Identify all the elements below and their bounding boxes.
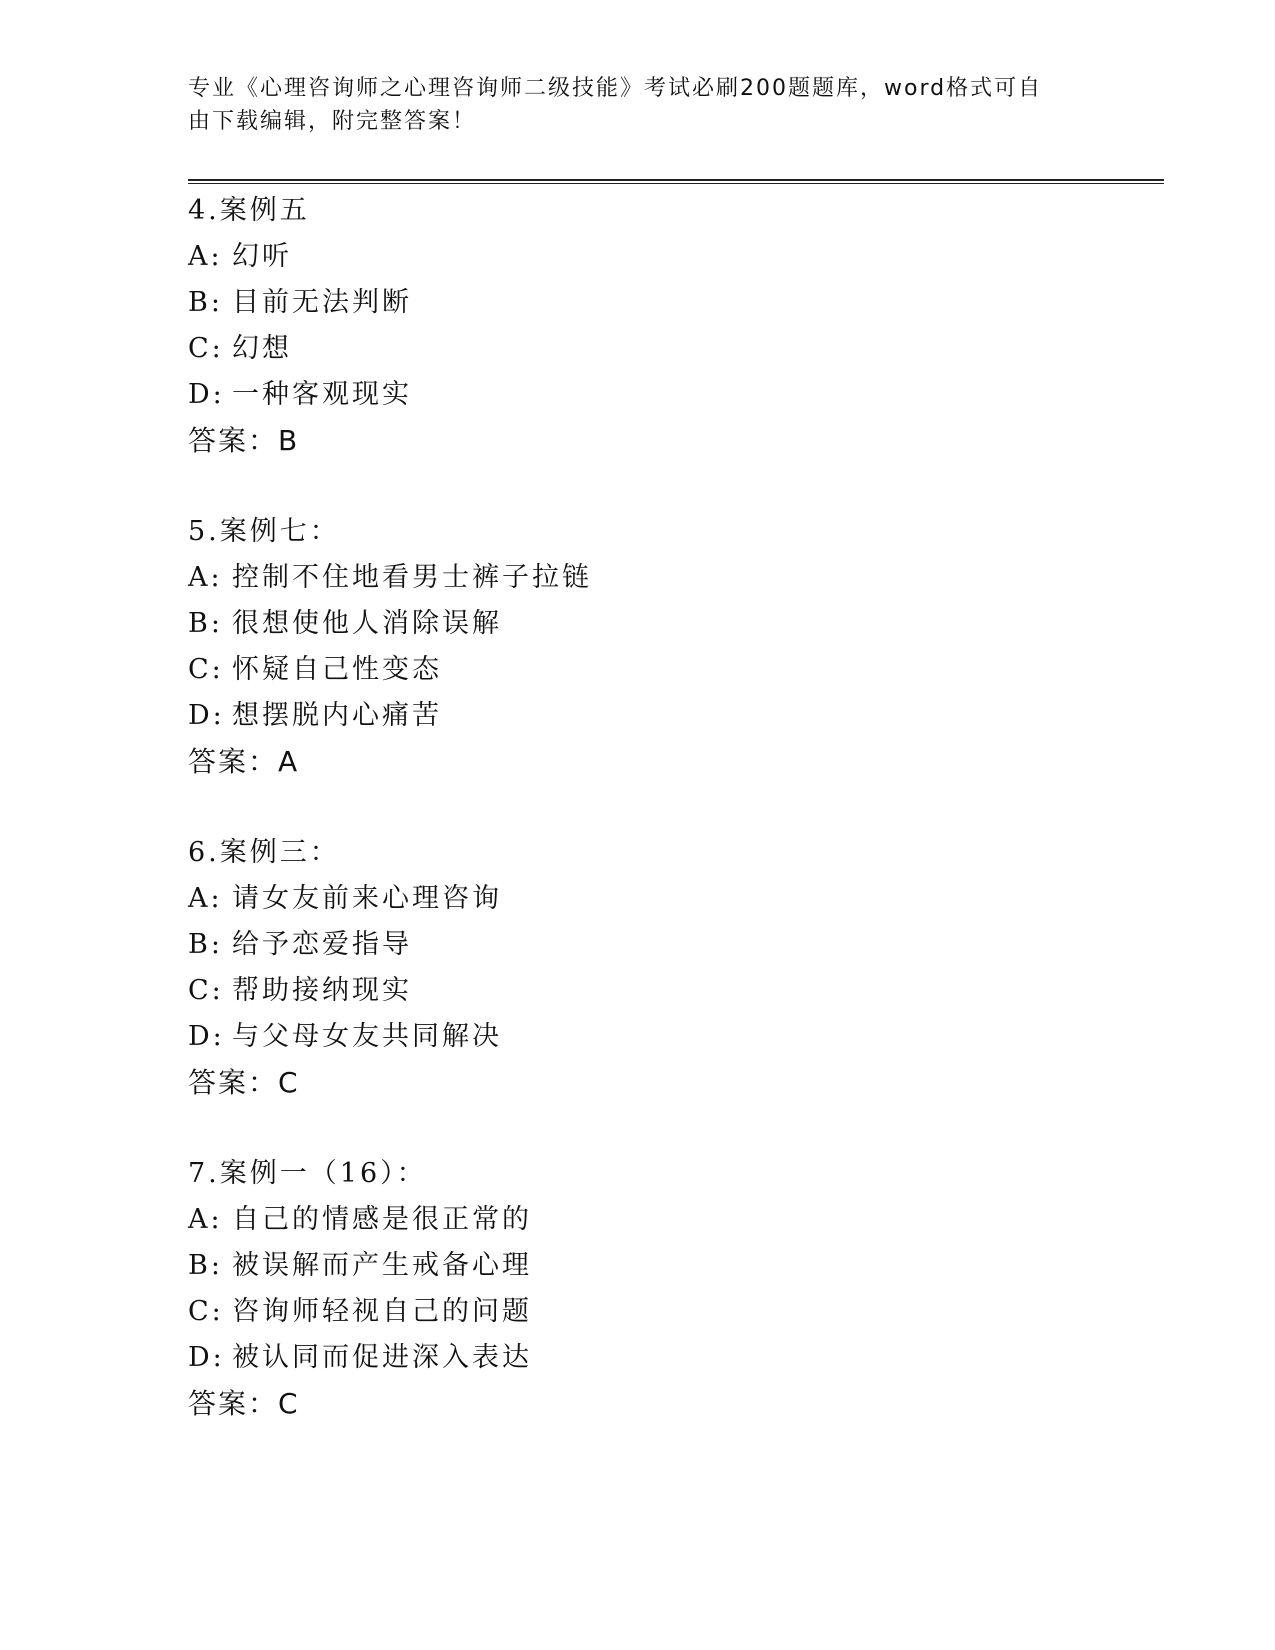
option-b [188, 1243, 1164, 1289]
option-text: 被误解而产生戒备心理 [232, 1250, 532, 1281]
option-text: 与父母女友共同解决 [232, 1021, 502, 1052]
option-key: C: [188, 333, 224, 364]
question-stem: 6.案例三： [188, 837, 340, 868]
question-stem: 7.案例一（16）： [188, 1158, 427, 1189]
option-d [188, 372, 1164, 418]
answer-line: 答案：C [188, 1387, 300, 1420]
document-header [188, 72, 1068, 138]
option-key: B: [188, 1250, 223, 1281]
option-d [188, 693, 1164, 739]
option-d [188, 1335, 1164, 1381]
option-text: 给予恋爱指导 [232, 929, 412, 960]
option-c [188, 326, 1164, 372]
option-text: 被认同而促进深入表达 [232, 1342, 532, 1373]
option-text: 一种客观现实 [232, 379, 412, 410]
question-stem: 4.案例五 [188, 195, 310, 226]
option-b [188, 280, 1164, 326]
option-key: C: [188, 654, 224, 685]
option-a [188, 876, 1164, 922]
header-divider [188, 179, 1164, 184]
header-line-1: 专业《心理咨询师之心理咨询师二级技能》考试必刷200题题库，word格式可自 [188, 76, 1043, 101]
option-key: C: [188, 1296, 224, 1327]
answer-line: 答案：C [188, 1066, 300, 1099]
option-b [188, 601, 1164, 647]
option-key: A: [188, 562, 223, 593]
answer-line: 答案：B [188, 424, 300, 457]
option-c [188, 1289, 1164, 1335]
option-text: 很想使他人消除误解 [232, 608, 502, 639]
option-c [188, 647, 1164, 693]
option-text: 控制不住地看男士裤子拉链 [232, 562, 592, 593]
question-7 [188, 1151, 1164, 1427]
question-stem: 5.案例七： [188, 516, 340, 547]
option-key: A: [188, 241, 223, 272]
option-text: 自己的情感是很正常的 [232, 1204, 532, 1235]
option-text: 帮助接纳现实 [232, 975, 412, 1006]
option-key: C: [188, 975, 224, 1006]
option-text: 咨询师轻视自己的问题 [232, 1296, 532, 1327]
option-key: D: [188, 1021, 225, 1052]
option-a [188, 555, 1164, 601]
option-b [188, 922, 1164, 968]
option-a [188, 1197, 1164, 1243]
header-line-2: 由下载编辑，附完整答案！ [188, 109, 477, 134]
question-list [188, 188, 1164, 1472]
option-d [188, 1014, 1164, 1060]
option-key: B: [188, 929, 223, 960]
option-key: D: [188, 1342, 225, 1373]
answer-line: 答案：A [188, 745, 300, 778]
option-key: A: [188, 883, 223, 914]
option-text: 怀疑自己性变态 [232, 654, 442, 685]
option-text: 目前无法判断 [232, 287, 412, 318]
option-key: D: [188, 379, 225, 410]
option-a [188, 234, 1164, 280]
option-key: B: [188, 608, 223, 639]
option-key: A: [188, 1204, 223, 1235]
option-text: 请女友前来心理咨询 [232, 883, 502, 914]
option-text: 幻听 [232, 241, 292, 272]
option-c [188, 968, 1164, 1014]
question-4 [188, 188, 1164, 464]
option-key: B: [188, 287, 223, 318]
option-text: 想摆脱内心痛苦 [232, 700, 442, 731]
option-key: D: [188, 700, 225, 731]
option-text: 幻想 [232, 333, 292, 364]
question-5 [188, 509, 1164, 785]
question-6 [188, 830, 1164, 1106]
